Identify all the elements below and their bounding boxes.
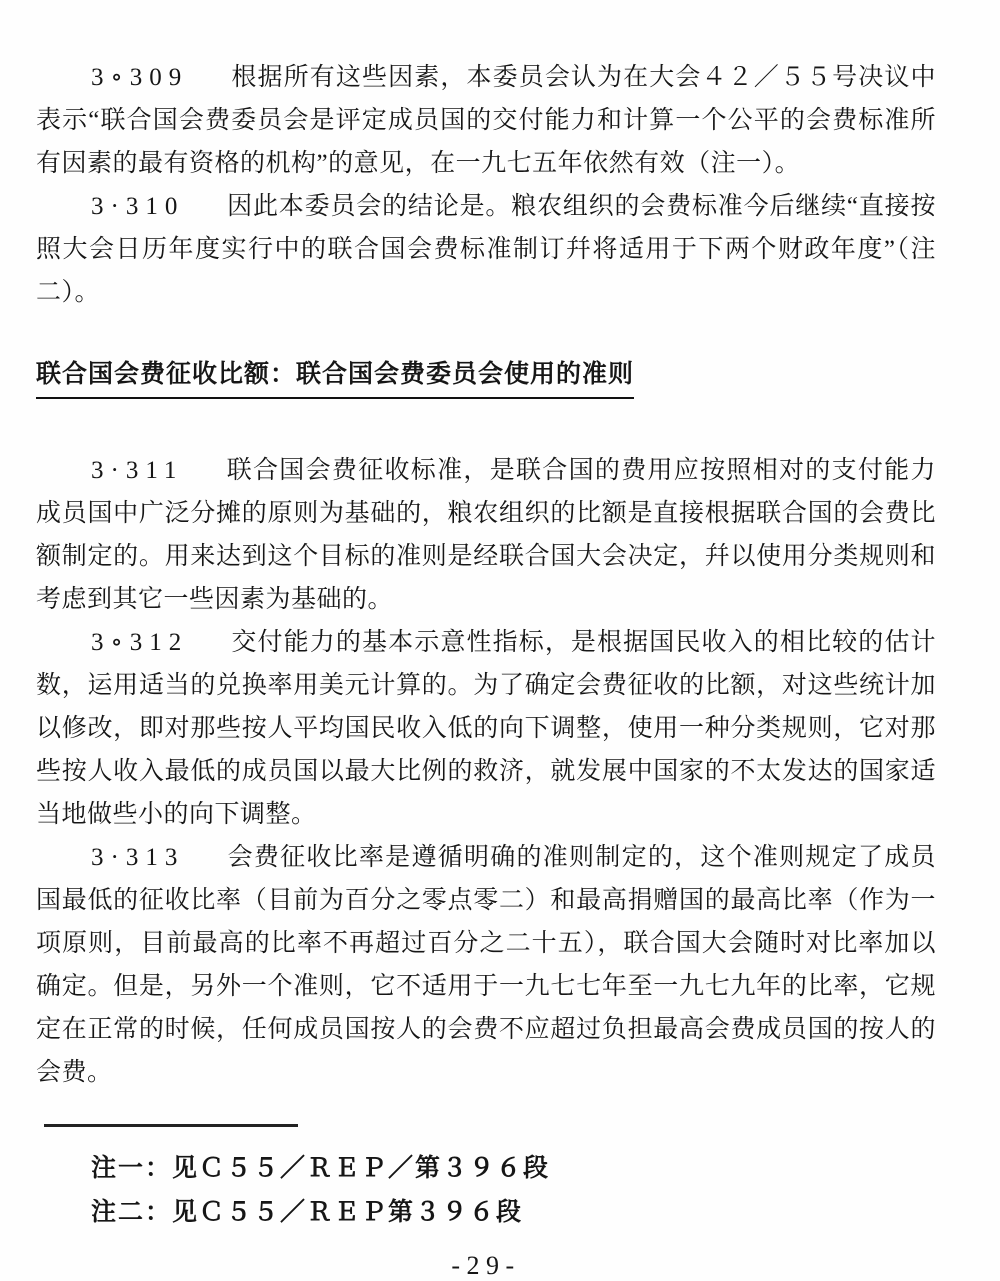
page-number: -29- (451, 1251, 521, 1280)
paragraph-3-310 (36, 185, 936, 314)
paragraph-3-312 (36, 621, 936, 836)
paragraph-text-3-311: 联合国会费征收标准，是联合国的费用应按照相对的支付能力成员国中广泛分摊的原则为基础的，粮农组织的比额是直接根据联合国的会费比额制定的。用来达到这个目标的准则是经联合国大会决定，幷以使用分类规则和考虑到其它一些因素为基础的。 (36, 457, 936, 613)
paragraph-3-311 (36, 449, 936, 621)
paragraph-number-3-313: 3·313 (91, 844, 185, 871)
paragraph-3-313 (36, 836, 936, 1094)
paragraph-number-3-310: 3·310 (91, 193, 185, 220)
footnote-divider (44, 1124, 298, 1127)
footnote-1: 注一：见Ｃ５５／ＲＥＰ／第３９６段 (91, 1155, 551, 1182)
paragraph-text-3-310: 因此本委员会的结论是。粮农组织的会费标准今后继续“直接按照大会日历年度实行中的联合国会费标准制订幷将适用于下两个财政年度”（注二）。 (36, 193, 936, 306)
paragraph-number-3-311: 3·311 (91, 457, 184, 484)
paragraph-text-3-309: 根据所有这些因素，本委员会认为在大会４２／５５号决议中表示“联合国会费委员会是评定成员国的交付能力和计算一个公平的会费标准所有因素的最有资格的机构”的意见，在一九七五年依然有效（注一）。 (36, 64, 936, 177)
footnote-2: 注二：见Ｃ５５／ＲＥＰ第３９６段 (91, 1199, 524, 1226)
paragraph-number-3-312: 3∘312 (91, 629, 189, 656)
paragraph-text-3-312: 交付能力的基本示意性指标，是根据国民收入的相比较的估计数，运用适当的兑换率用美元计算的。为了确定会费征收的比额，对这些统计加以修改，即对那些按人平均国民收入低的向下调整，使用一种分类规则，它对那些按人收入最低的成员国以最大比例的救济，就发展中国家的不太发达的国家适当地做些小的向下调整。 (36, 629, 936, 828)
paragraph-text-3-313: 会费征收比率是遵循明确的准则制定的，这个准则规定了成员国最低的征收比率（目前为百分之零点零二）和最高捐赠国的最高比率（作为一项原则，目前最高的比率不再超过百分之二十五），联合国大会随时对比率加以确定。但是，另外一个准则，它不适用于一九七七年至一九七九年的比率，它规定在正常的时候，任何成员国按人的会费不应超过负担最高会费成员国的按人的会费。 (36, 844, 936, 1086)
paragraph-3-309 (36, 56, 936, 185)
section-heading (36, 360, 936, 399)
section-heading-text: 联合国会费征收比额：联合国会费委员会使用的准则 (36, 360, 634, 399)
paragraph-number-3-309: 3∘309 (91, 64, 189, 91)
footnotes-section (36, 1147, 936, 1235)
